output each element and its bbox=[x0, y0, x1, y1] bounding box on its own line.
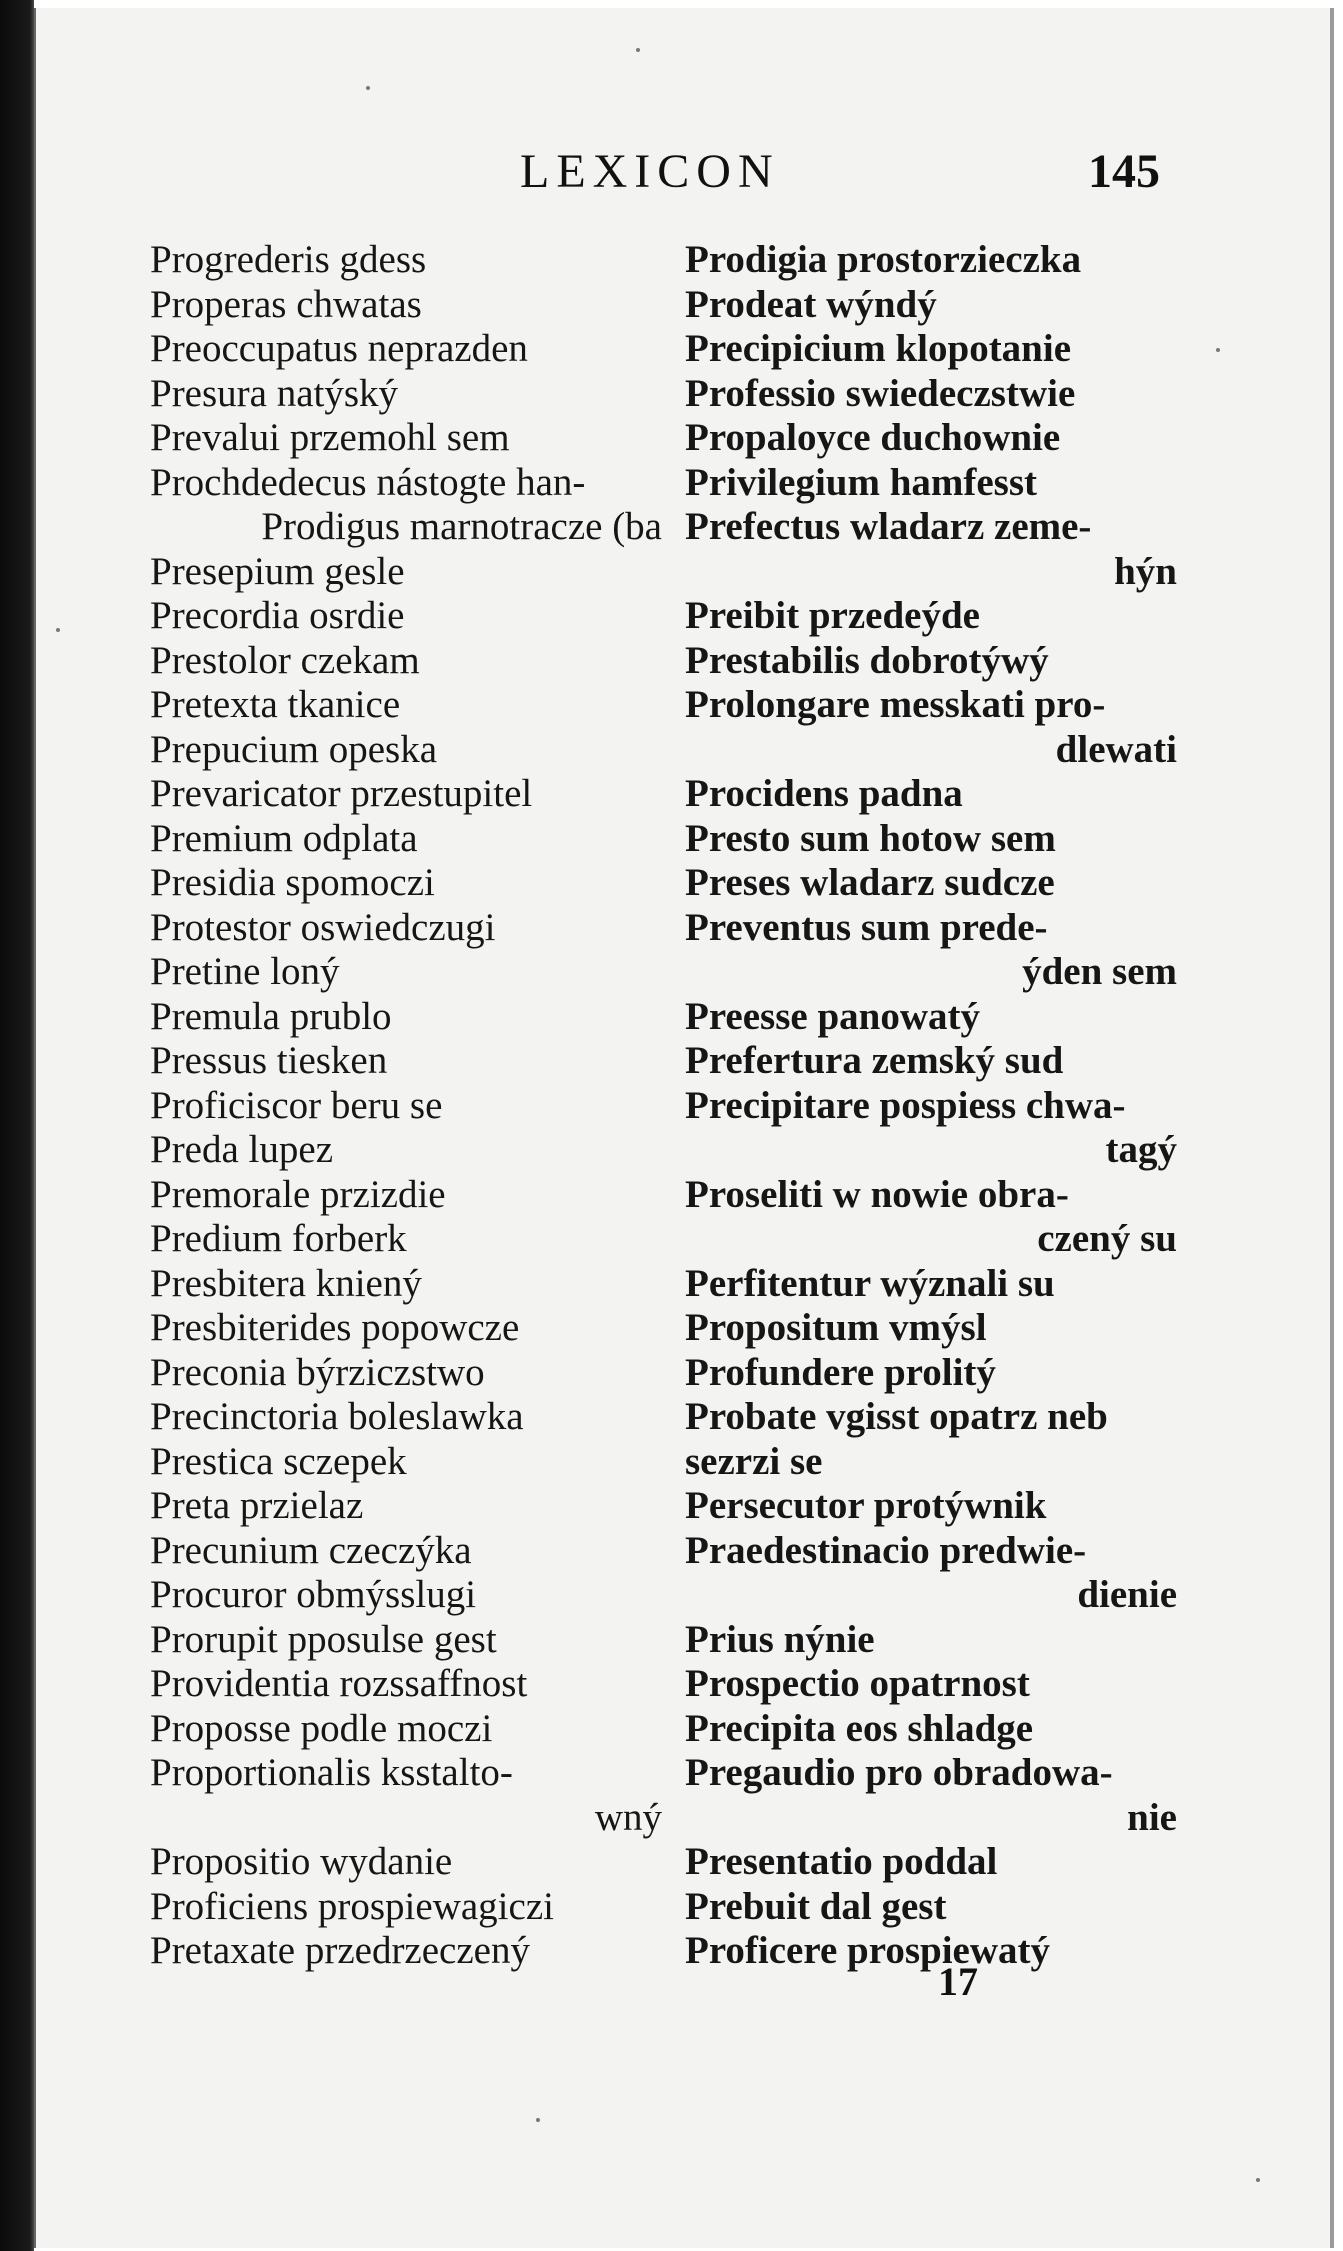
lexicon-entry: Pressus tiesken bbox=[150, 1039, 388, 1082]
lexicon-entry: dienie bbox=[1077, 1573, 1177, 1616]
lexicon-entry: Prevalui przemohl sem bbox=[150, 416, 510, 459]
lexicon-entry: Probate vgisst opatrz neb bbox=[685, 1395, 1108, 1438]
lexicon-entry: Propositum vmýsl bbox=[685, 1306, 987, 1349]
lexicon-entry: Prebuit dal gest bbox=[685, 1884, 947, 1928]
lexicon-entry: Precipitare pospiess chwa- bbox=[685, 1083, 1126, 1127]
lexicon-entry: Presura natýský bbox=[150, 371, 399, 415]
ink-speck bbox=[1216, 348, 1220, 352]
lexicon-entry: Procuror obmýsslugi bbox=[150, 1573, 477, 1616]
lexicon-entry: Prestica sczepek bbox=[150, 1439, 407, 1483]
lexicon-entry: Prefectus wladarz zeme- bbox=[685, 505, 1092, 548]
lexicon-entry: sezrzi se bbox=[685, 1439, 823, 1483]
lexicon-entry: Premium odplata bbox=[150, 816, 418, 860]
lexicon-entry: Predium forberk bbox=[150, 1217, 407, 1260]
lexicon-entry: Proficiens prospiewagiczi bbox=[150, 1884, 554, 1928]
scan-left-edge bbox=[0, 0, 34, 2251]
lexicon-entry: Presidia spomoczi bbox=[150, 861, 435, 904]
lexicon-entry: Prius nýnie bbox=[685, 1617, 875, 1661]
lexicon-entry: Premula prublo bbox=[150, 994, 392, 1038]
lexicon-entry: Preses wladarz sudcze bbox=[685, 861, 1055, 904]
lexicon-entry: Prefertura zemský sud bbox=[685, 1039, 1064, 1082]
ink-speck bbox=[536, 2118, 540, 2122]
lexicon-entry: Progrederis gdess bbox=[150, 238, 427, 281]
left-entry-column bbox=[150, 238, 670, 1974]
lexicon-entry: Prestolor czekam bbox=[150, 638, 420, 682]
lexicon-entry: hýn bbox=[1114, 549, 1177, 593]
lexicon-entry: Privilegium hamfesst bbox=[685, 460, 1038, 504]
lexicon-entry: Properas chwatas bbox=[150, 282, 422, 326]
lexicon-entry: Pretine loný bbox=[150, 950, 340, 993]
lexicon-entry: Prorupit pposulse gest bbox=[150, 1617, 497, 1661]
lexicon-entry: Presentatio poddal bbox=[685, 1840, 998, 1883]
lexicon-entry: Presepium gesle bbox=[150, 549, 405, 593]
ink-speck bbox=[56, 628, 60, 632]
lexicon-entry: Prospectio opatrnost bbox=[685, 1662, 1030, 1705]
lexicon-entry: Proposse podle moczi bbox=[150, 1706, 493, 1750]
lexicon-entry: Proportionalis ksstalto- bbox=[150, 1751, 513, 1794]
page-number: 145 bbox=[1088, 145, 1160, 198]
lexicon-entry: Preconia býrziczstwo bbox=[150, 1350, 485, 1394]
lexicon-entry: Presbitera kniený bbox=[150, 1261, 422, 1305]
lexicon-entry: Precordia osrdie bbox=[150, 594, 405, 637]
ink-speck bbox=[366, 86, 370, 90]
ink-speck bbox=[1256, 2178, 1260, 2182]
lexicon-entry: wný bbox=[594, 1795, 662, 1839]
lexicon-entry: Precipita eos shladge bbox=[685, 1706, 1034, 1750]
lexicon-entry: Pretaxate przedrzeczený bbox=[150, 1929, 530, 1972]
lexicon-entry: Preibit przedeýde bbox=[685, 594, 980, 637]
lexicon-entry: tagý bbox=[1105, 1128, 1177, 1171]
ink-speck bbox=[636, 48, 640, 52]
lexicon-entry: Profundere prolitý bbox=[685, 1350, 996, 1394]
lexicon-entry: Premorale przizdie bbox=[150, 1172, 446, 1216]
lexicon-entry: Proseliti w nowie obra- bbox=[685, 1172, 1069, 1216]
lexicon-entry: Prodigia prostorzieczka bbox=[685, 238, 1082, 281]
signature-mark: 17 bbox=[938, 1959, 978, 2004]
lexicon-entry: Preesse panowatý bbox=[685, 994, 980, 1038]
lexicon-entry: Pretexta tkanice bbox=[150, 683, 401, 726]
lexicon-entry: czený su bbox=[1037, 1217, 1177, 1260]
running-head-title: LEXICON bbox=[520, 145, 780, 198]
lexicon-entry: Protestor oswiedczugi bbox=[150, 905, 496, 949]
lexicon-entry: Professio swiedeczstwie bbox=[685, 371, 1076, 415]
lexicon-entry: Preventus sum prede- bbox=[685, 905, 1048, 949]
lexicon-entry: Proficiscor beru se bbox=[150, 1083, 443, 1127]
lexicon-entry: Propositio wydanie bbox=[150, 1840, 453, 1883]
lexicon-entry: Prevaricator przestupitel bbox=[150, 772, 533, 815]
lexicon-entry: Persecutor protýwnik bbox=[685, 1484, 1047, 1527]
lexicon-entry: ýden sem bbox=[1022, 950, 1177, 993]
lexicon-entry: Perfitentur wýznali su bbox=[685, 1261, 1055, 1305]
lexicon-entry: Preda lupez bbox=[150, 1128, 334, 1171]
lexicon-entry: Presto sum hotow sem bbox=[685, 816, 1056, 860]
lexicon-entry: Providentia rozssaffnost bbox=[150, 1662, 528, 1705]
lexicon-entry: Precipicium klopotanie bbox=[685, 327, 1072, 370]
lexicon-entry: Propaloyce duchownie bbox=[685, 416, 1061, 459]
lexicon-entry: Procidens padna bbox=[685, 772, 963, 815]
lexicon-entry: Precunium czeczýka bbox=[150, 1528, 472, 1572]
lexicon-entry: Preta przielaz bbox=[150, 1484, 364, 1527]
lexicon-entry: Praedestinacio predwie- bbox=[685, 1528, 1087, 1572]
right-entry-column bbox=[685, 238, 1185, 1974]
lexicon-entry: Prodeat wýndý bbox=[685, 282, 937, 326]
lexicon-entry: Pregaudio pro obradowa- bbox=[685, 1751, 1113, 1794]
lexicon-entry: dlewati bbox=[1055, 727, 1177, 771]
lexicon-entry: Presbiterides popowcze bbox=[150, 1306, 520, 1349]
lexicon-entry: Preoccupatus neprazden bbox=[150, 327, 528, 370]
lexicon-entry: Precinctoria boleslawka bbox=[150, 1395, 524, 1438]
lexicon-entry: Prolongare messkati pro- bbox=[685, 683, 1106, 726]
lexicon-entry: Prochdedecus nástogte han- bbox=[150, 460, 586, 504]
lexicon-entry: nie bbox=[1127, 1795, 1177, 1839]
lexicon-entry: Proficere prospiewatý bbox=[685, 1929, 1050, 1972]
lexicon-entry: Prepucium opeska bbox=[150, 727, 438, 771]
lexicon-entry: Prestabilis dobrotýwý bbox=[685, 638, 1049, 682]
lexicon-entry: Prodigus marnotracze (ba bbox=[261, 505, 662, 548]
